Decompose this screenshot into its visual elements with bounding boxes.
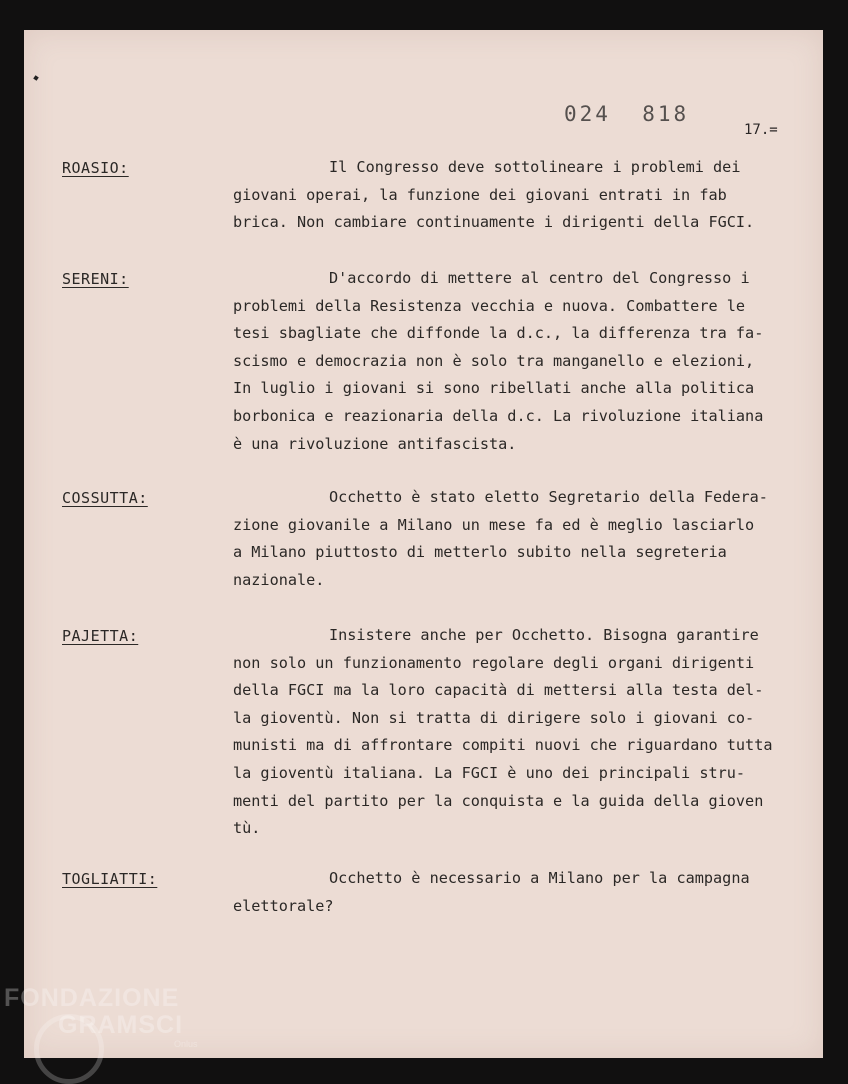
watermark bbox=[4, 986, 198, 1049]
text-line: borbonica e reazionaria della d.c. La rivoluzione italiana bbox=[233, 406, 764, 425]
text-line: D'accordo di mettere al centro del Congresso i bbox=[329, 269, 750, 287]
text-line: nazionale. bbox=[233, 570, 325, 589]
text-line: munisti ma di affrontare compiti nuovi che riguardano tutta bbox=[233, 736, 773, 755]
speaker-togliatti: TOGLIATTI: bbox=[62, 870, 158, 888]
page-number: 17.= bbox=[744, 122, 778, 138]
statement-pajetta bbox=[233, 622, 805, 843]
speaker-sereni: SERENI: bbox=[62, 270, 129, 288]
text-line: brica. Non cambiare continuamente i dirigenti della FGCI. bbox=[233, 213, 755, 232]
statement-cossutta bbox=[233, 484, 805, 594]
speaker-roasio: ROASIO: bbox=[62, 159, 129, 177]
statement-roasio bbox=[233, 154, 805, 237]
text-line: Occhetto è necessario a Milano per la campagna bbox=[329, 869, 750, 887]
text-line: Occhetto è stato eletto Segretario della Federa- bbox=[329, 488, 768, 506]
text-line: problemi della Resistenza vecchia e nuova. Combattere le bbox=[233, 296, 746, 315]
watermark-line-3: Onlus bbox=[174, 1039, 198, 1049]
text-line: zione giovanile a Milano un mese fa ed è meglio lasciarlo bbox=[233, 515, 755, 534]
speaker-cossutta: COSSUTTA: bbox=[62, 489, 148, 507]
ink-mark bbox=[33, 75, 39, 81]
archive-number: 024 818 bbox=[564, 102, 690, 126]
text-line: a Milano piuttosto di metterlo subito nella segreteria bbox=[233, 543, 727, 562]
text-line: Insistere anche per Occhetto. Bisogna garantire bbox=[329, 626, 759, 644]
text-line: la gioventù italiana. La FGCI è uno dei principali stru- bbox=[233, 763, 746, 782]
text-line: è una rivoluzione antifascista. bbox=[233, 434, 517, 453]
watermark-line-2: GRAMSCI bbox=[58, 1011, 184, 1039]
text-line: tù. bbox=[233, 819, 261, 838]
text-line: menti del partito per la conquista e la guida della gioven bbox=[233, 791, 764, 810]
text-line: la gioventù. Non si tratta di dirigere solo i giovani co- bbox=[233, 708, 755, 727]
statement-sereni bbox=[233, 265, 805, 458]
text-line: In luglio i giovani si sono ribellati anche alla politica bbox=[233, 379, 755, 398]
speaker-pajetta: PAJETTA: bbox=[62, 627, 139, 645]
text-line: elettorale? bbox=[233, 896, 334, 915]
text-line: non solo un funzionamento regolare degli organi dirigenti bbox=[233, 653, 755, 672]
text-line: tesi sbagliate che diffonde la d.c., la differenza tra fa- bbox=[233, 324, 764, 343]
statement-togliatti bbox=[233, 865, 805, 920]
watermark-line-1: FONDAZIONE bbox=[4, 984, 180, 1012]
text-line: Il Congresso deve sottolineare i problemi dei bbox=[329, 158, 741, 176]
text-line: giovani operai, la funzione dei giovani entrati in fab bbox=[233, 185, 727, 204]
text-line: della FGCI ma la loro capacità di mettersi alla testa del- bbox=[233, 681, 764, 700]
document-page bbox=[24, 30, 823, 1058]
text-line: scismo e democrazia non è solo tra manganello e elezioni, bbox=[233, 351, 755, 370]
